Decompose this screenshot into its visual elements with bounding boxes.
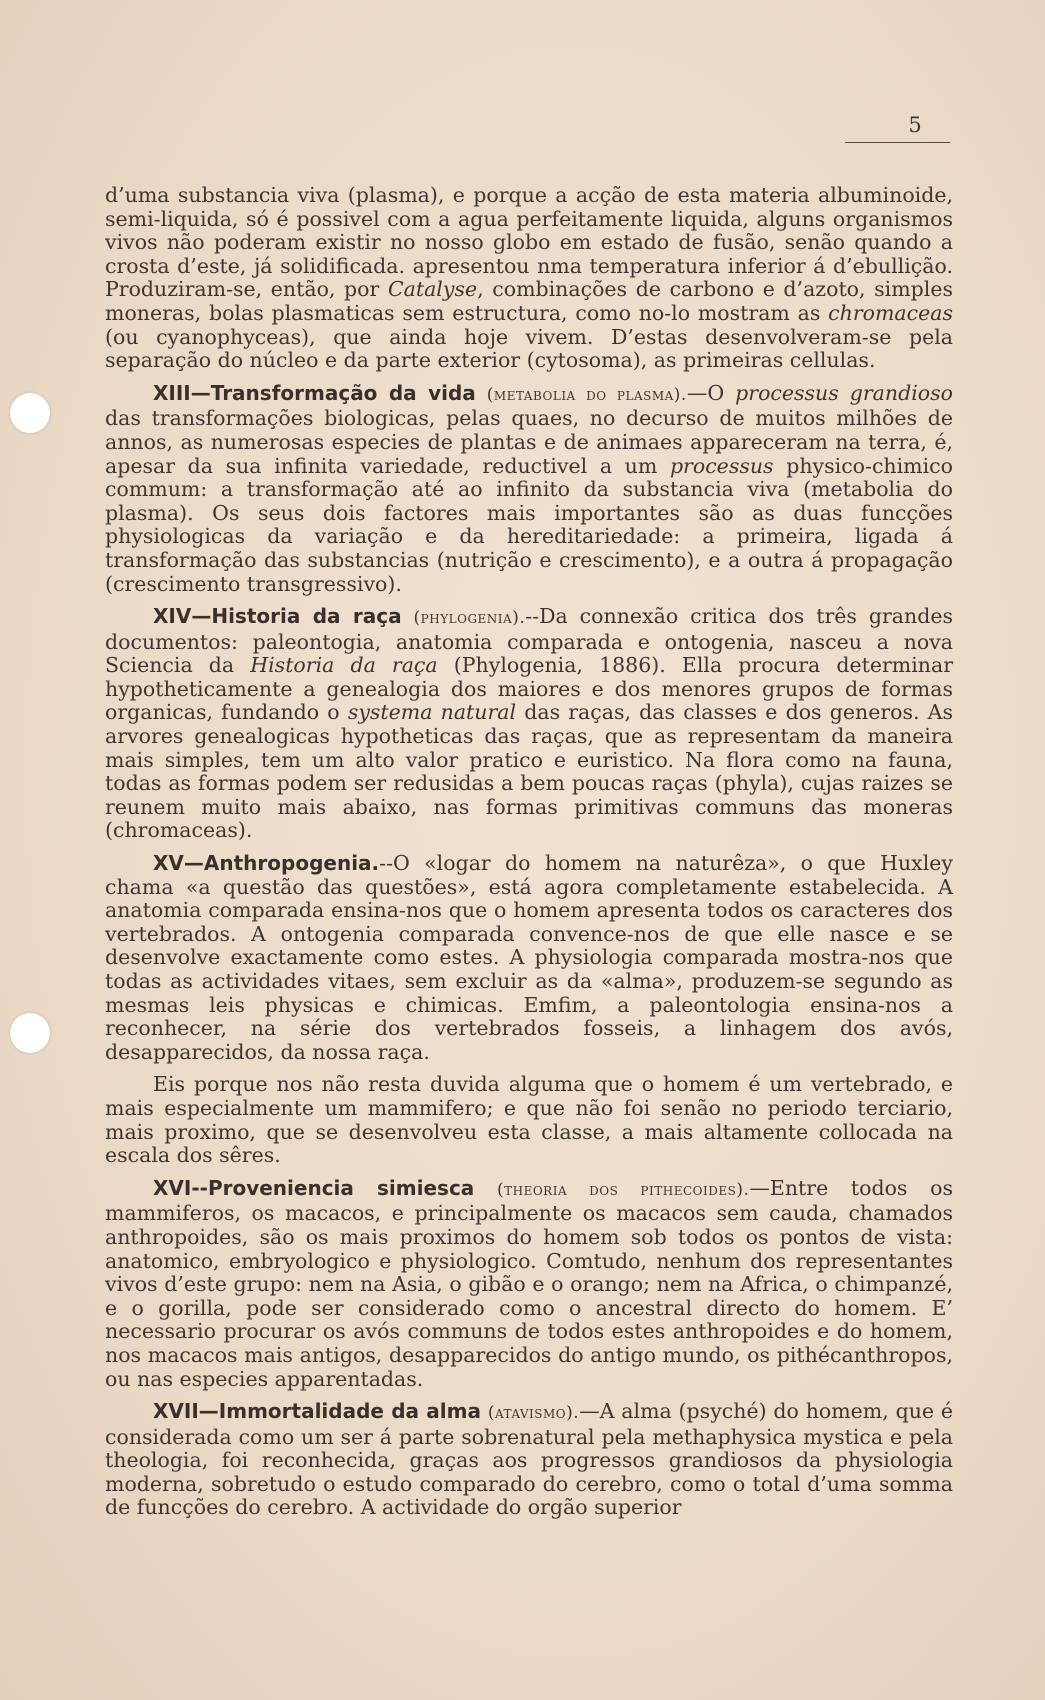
section-subtitle: (theoria dos pithecoides).	[496, 1179, 750, 1200]
section-heading: XIII—Transformação da vida	[153, 380, 476, 405]
section-subtitle: (phylogenia).	[413, 608, 526, 629]
section-xv: XV—Anthropogenia.--O «logar do homem na naturêza», o que Huxley chama «a questão das questões», está agora completamente estabelecida. A anatomia comparada ensina-nos que o homem apresenta todos os caracteres dos vertebrados. A ontogenia comparada convence-nos de que elle nasce e se desenvolve exactamente como estes. A physiologia comparada mostra-nos que todas as actividades vitaes, sem excluir as da «alma», produzem-se segundo as mesmas leis physicas e chimicas. Emfim, a paleontologia ensina-nos a reconhecer, na série dos vertebrados fosseis, a linhagem dos avós, desapparecidos, da nossa raça.	[105, 851, 953, 1064]
section-xvii: XVII—Immortalidade da alma (atavismo).—A alma (psyché) do homem, que é considerada como um ser á parte sobrenatural pela methaphysica mystica e pela theologia, foi reconhecida, graças aos progressos grandiosos da physiologia moderna, sobretudo o estudo comparado do cerebro, como o total d’uma somma de funcções do cerebro. A actividade do orgão superior	[105, 1399, 953, 1520]
binder-hole-top	[10, 393, 50, 433]
section-subtitle: (metabolia do plasma).	[486, 384, 687, 405]
section-heading: XV—Anthropogenia.	[153, 851, 380, 876]
intro-paragraph: d’uma substancia viva (plasma), e porque a acção de esta materia albuminoide, semi-liquida, só é possivel com a agua perfeitamente liquida, alguns organismos vivos não poderam existir no nosso globo em estado de fusão, senão quando a crosta d’este, já solidificada. apresentou nma temperatura inferior á d’ebullição. Produziram-se, então, por Catalyse, combinações de carbono e d’azoto, simples moneras, bolas plasmaticas sem estructura, como no-lo mostram as chromaceas (ou cyanophyceas), que ainda hoje vivem. D’estas desenvolveram-se pela separação do núcleo e da parte exterior (cytosoma), as primeiras cellulas.	[105, 183, 953, 373]
section-xv-paragraph-2: Eis porque nos não resta duvida alguma que o homem é um vertebrado, e mais especialmente um mammifero; e que não foi senão no periodo terciario, mais proximo, que se desenvolveu esta classe, a mais altamente collocada na escala dos sêres.	[105, 1072, 953, 1168]
binder-hole-bottom	[10, 1013, 50, 1053]
page-number: 5	[908, 113, 922, 137]
section-xiv: XIV—Historia da raça (phylogenia).--Da connexão critica dos três grandes documentos: paleontogia, anatomia comparada e ontogenia, nasceu a nova Sciencia da Historia da raça (Phylogenia, 1886). Ella procura determinar hypotheticamente a genealogia dos maiores e dos menores grupos de formas organicas, fundando o systema natural das raças, das classes e dos generos. As arvores genealogicas hypotheticas das raças, que as representam da maneira mais simples, tem um alto valor pratico e euristico. Na flora como na fauna, todas as formas podem ser redusidas a bem poucas raças (phyla), cujas raizes se reunem muito mais abaixo, nas formas primitivas communs das moneras (chromaceas).	[105, 604, 953, 843]
section-xvi: XVI--Proveniencia simiesca (theoria dos pithecoides).—Entre todos os mammiferos, os macacos, e principalmente os macacos sem cauda, chamados anthropoides, são os mais proximos do homem sob todos os pontos de vista: anatomico, embryologico e physiologico. Comtudo, nenhum dos representantes vivos d’este grupo: nem na Asia, o gibão e o orango; nem na Africa, o chimpanzé, e o gorilla, pode ser considerado como o ancestral directo do homem. E’ necessario procurar os avós communs de todos estes anthropoides e do homem, nos macacos mais antigos, desapparecidos do antigo mundo, os pithécanthropos, ou nas especies apparentadas.	[105, 1175, 953, 1391]
section-subtitle: (atavismo).	[487, 1403, 580, 1424]
section-heading: XVI--Proveniencia simiesca	[153, 1175, 475, 1200]
section-heading: XVII—Immortalidade da alma	[153, 1399, 481, 1424]
section-xiii: XIII—Transformação da vida (metabolia do plasma).—O processus grandioso das transformações biologicas, pelas quaes, no decurso de muitos milhões de annos, as numerosas especies de plantas e de animaes appareceram na terra, é, apesar da sua infinita variedade, reductivel a um processus physico-chimico commum: a transformação até ao infinito da substancia viva (metabolia do plasma). Os seus dois factores mais importantes são as duas funcções physiologicas da variação e da hereditariedade: a primeira, ligada á transformação das substancias (nutrição e crescimento), e a outra á propagação (crescimento transgressivo).	[105, 380, 953, 596]
page-number-rule	[845, 142, 950, 143]
body-text	[105, 184, 953, 1529]
section-heading: XIV—Historia da raça	[153, 604, 402, 629]
